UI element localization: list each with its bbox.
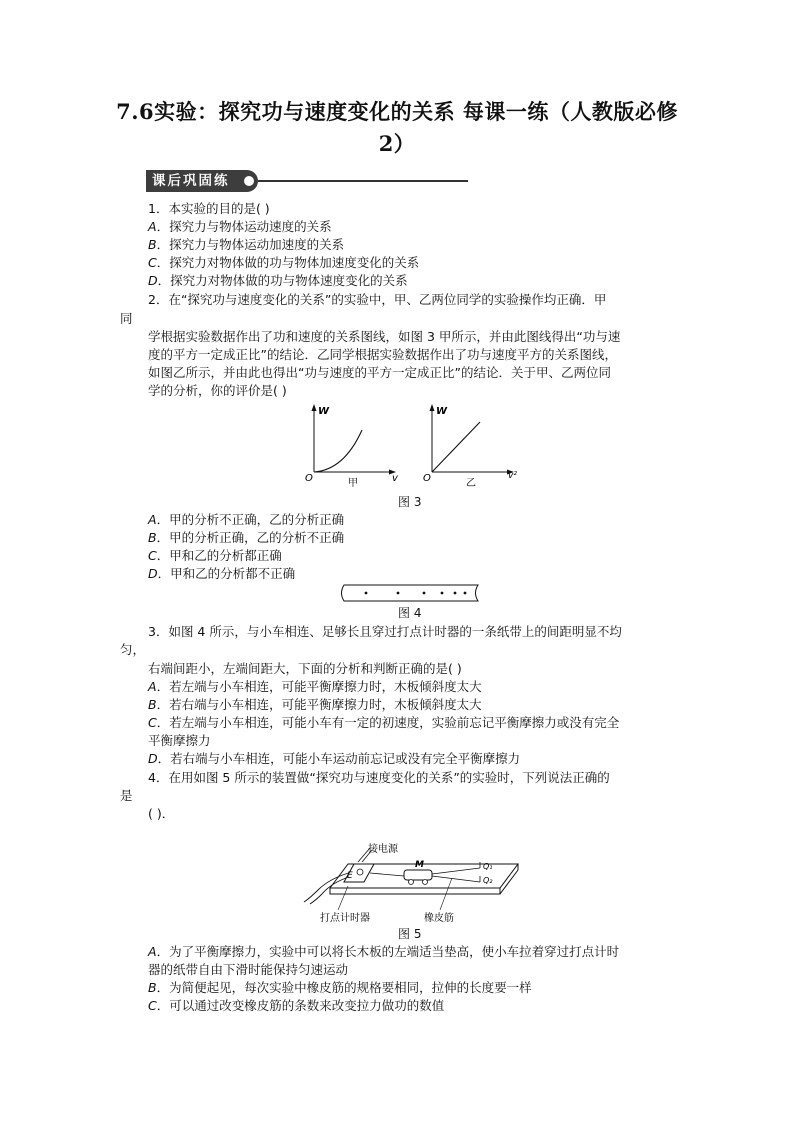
option-text: ．探究力与物体运动速度的关系 — [156, 219, 332, 234]
option-letter: A — [148, 679, 157, 694]
arrow-icon — [430, 404, 435, 411]
curve — [314, 430, 362, 472]
option-text: ．甲和乙的分析都不正确 — [157, 566, 296, 581]
leader-line — [338, 886, 348, 910]
option-letter: D — [148, 273, 158, 288]
page-title — [100, 96, 694, 160]
option-letter: C — [148, 715, 157, 730]
bullet-icon — [244, 176, 254, 186]
q3-option-d — [148, 750, 520, 768]
q3-line-3: 右端间距小，左端间距大，下面的分析和判断正确的是( ) — [148, 661, 462, 676]
option-text: ．若左端与小车相连，可能平衡摩擦力时，木板倾斜度太大 — [156, 679, 482, 694]
option-text: ．为了平衡摩擦力，实验中可以将长木板的左端适当垫高，使小车拉着穿过打点计时 — [156, 944, 620, 959]
y-label: W — [436, 406, 448, 417]
rubber-band — [432, 876, 480, 882]
q1-option-b — [148, 236, 344, 254]
option-letter: C — [148, 548, 157, 563]
tape-dot — [423, 592, 426, 595]
tape-dot — [454, 592, 457, 595]
q2-line-3: 学根据实验数据作出了功和速度的关系图线，如图 3 甲所示，并由此图线得出“功与速 — [148, 329, 621, 344]
option-letter: D — [148, 751, 158, 766]
option-text: ．探究力与物体运动加速度的关系 — [156, 237, 345, 252]
option-text: ．若右端与小车相连，可能小车运动前忘记或没有完全平衡摩擦力 — [157, 751, 521, 766]
section-header — [146, 170, 468, 192]
title-line-1: 7.6实验：探究功与速度变化的关系 每课一练（人教版必修 — [116, 99, 678, 124]
option-letter: C — [148, 998, 157, 1013]
graph-yi — [423, 404, 517, 489]
option-letter: C — [148, 255, 157, 270]
wheel — [423, 880, 428, 885]
option-letter: A — [148, 219, 157, 234]
arrow-icon — [312, 404, 317, 411]
graph-name: 甲 — [348, 478, 358, 489]
q4-line-1: 4．在用如图 5 所示的装置做“探究功与速度变化的关系”的实验时，下列说法正确的 — [148, 770, 610, 785]
q4-option-a-cont: 器的纸带自由下滑时能保持匀速运动 — [148, 962, 349, 977]
option-letter: B — [148, 530, 157, 545]
q3-option-c — [148, 714, 619, 732]
cart-label: M — [415, 860, 424, 870]
title-line-2: 2） — [378, 131, 416, 156]
q2-option-c — [148, 547, 282, 565]
figure-4-paper-tape — [336, 582, 486, 604]
figure-4-caption: 图 4 — [398, 606, 422, 620]
section-label: 课后巩固练 — [146, 170, 258, 192]
q4-option-b — [148, 979, 532, 997]
x-label: v — [392, 473, 398, 484]
board-front — [330, 888, 500, 894]
option-text: ．若左端与小车相连，可能小车有一定的初速度，实验前忘记平衡摩擦力或没有完全 — [156, 715, 620, 730]
q2-line-1: 2．在“探究功与速度变化的关系”的实验中，甲、乙两位同学的实验操作均正确．甲 — [148, 292, 607, 307]
option-letter: A — [148, 944, 157, 959]
q2-line-6: 学的分析，你的评价是( ) — [148, 383, 287, 398]
q4-line-2: 是 — [120, 788, 133, 803]
paper-tape — [304, 872, 352, 902]
option-text: ．甲的分析不正确，乙的分析正确 — [156, 512, 345, 527]
figure-3 — [300, 400, 530, 495]
option-text: ．若右端与小车相连，可能平衡摩擦力时，木板倾斜度太大 — [156, 697, 482, 712]
option-letter: B — [148, 697, 157, 712]
q2-line-5: 如图乙所示，并由此也得出“功与速度的平方一定成正比”的结论．关于甲、乙两位同 — [148, 365, 611, 380]
tape-dot — [464, 592, 467, 595]
option-text: ．探究力对物体做的功与物体加速度变化的关系 — [156, 255, 420, 270]
q1-option-a — [148, 218, 332, 236]
option-text: ．甲和乙的分析都正确 — [156, 548, 282, 563]
q2-line-2: 同 — [120, 311, 133, 326]
q1-option-d — [148, 272, 408, 290]
figure-5-caption: 图 5 — [398, 927, 422, 941]
power-label: 接电源 — [368, 844, 398, 855]
rubber-band — [432, 868, 480, 874]
q1-stem: 1．本实验的目的是( ) — [148, 201, 270, 216]
cart — [404, 870, 432, 880]
q4-option-c — [148, 997, 444, 1015]
q1-option-c — [148, 254, 419, 272]
option-letter: D — [148, 566, 158, 581]
origin-label: O — [305, 473, 313, 484]
tape-outline — [342, 585, 479, 601]
option-letter: A — [148, 512, 157, 527]
q2-line-4: 度的平方一定成正比”的结论．乙同学根据实验数据作出了功与速度平方的关系图线， — [148, 347, 617, 362]
q4-line-3: ( )． — [148, 806, 175, 821]
q1-label: Q₁ — [483, 862, 493, 871]
q2-label: Q₂ — [483, 876, 493, 885]
figure-5-apparatus — [300, 838, 520, 928]
q3-line-1: 3．如图 4 所示，与小车相连、足够长且穿过打点计时器的一条纸带上的间距明显不均 — [148, 624, 622, 639]
y-label: W — [318, 406, 330, 417]
q3-option-c-cont: 平衡摩擦力 — [148, 733, 211, 748]
option-text: ．可以通过改变橡皮筋的条数来改变拉力做功的数值 — [156, 998, 445, 1013]
tape-dot — [397, 592, 400, 595]
tape-dot — [441, 592, 444, 595]
timer-label: 打点计时器 — [320, 913, 370, 924]
origin-label: O — [423, 473, 431, 484]
section-divider — [258, 180, 468, 182]
board-edge — [500, 870, 518, 894]
q3-option-b — [148, 696, 482, 714]
timer-mark: E — [347, 871, 353, 881]
option-text: ．探究力对物体做的功与物体速度变化的关系 — [157, 273, 408, 288]
option-letter: B — [148, 980, 157, 995]
tape-dot — [365, 592, 368, 595]
x-label: v² — [508, 471, 517, 481]
q2-option-a — [148, 511, 344, 529]
graph-name: 乙 — [466, 478, 476, 489]
q4-option-a — [148, 943, 619, 961]
wheel — [409, 880, 414, 885]
option-text: ．为简便起见，每次实验中橡皮筋的规格要相同，拉伸的长度要一样 — [156, 980, 532, 995]
figure-3-caption: 图 3 — [398, 495, 422, 509]
straight-line — [432, 422, 480, 472]
option-letter: B — [148, 237, 157, 252]
tape-to-cart — [370, 873, 404, 876]
option-text: ．甲的分析正确，乙的分析不正确 — [156, 530, 345, 545]
q2-option-d — [148, 565, 295, 583]
q2-option-b — [148, 529, 344, 547]
band-label: 橡皮筋 — [424, 913, 454, 924]
q3-line-2: 匀， — [120, 642, 146, 657]
q3-option-a — [148, 678, 482, 696]
graph-jia — [305, 404, 399, 489]
